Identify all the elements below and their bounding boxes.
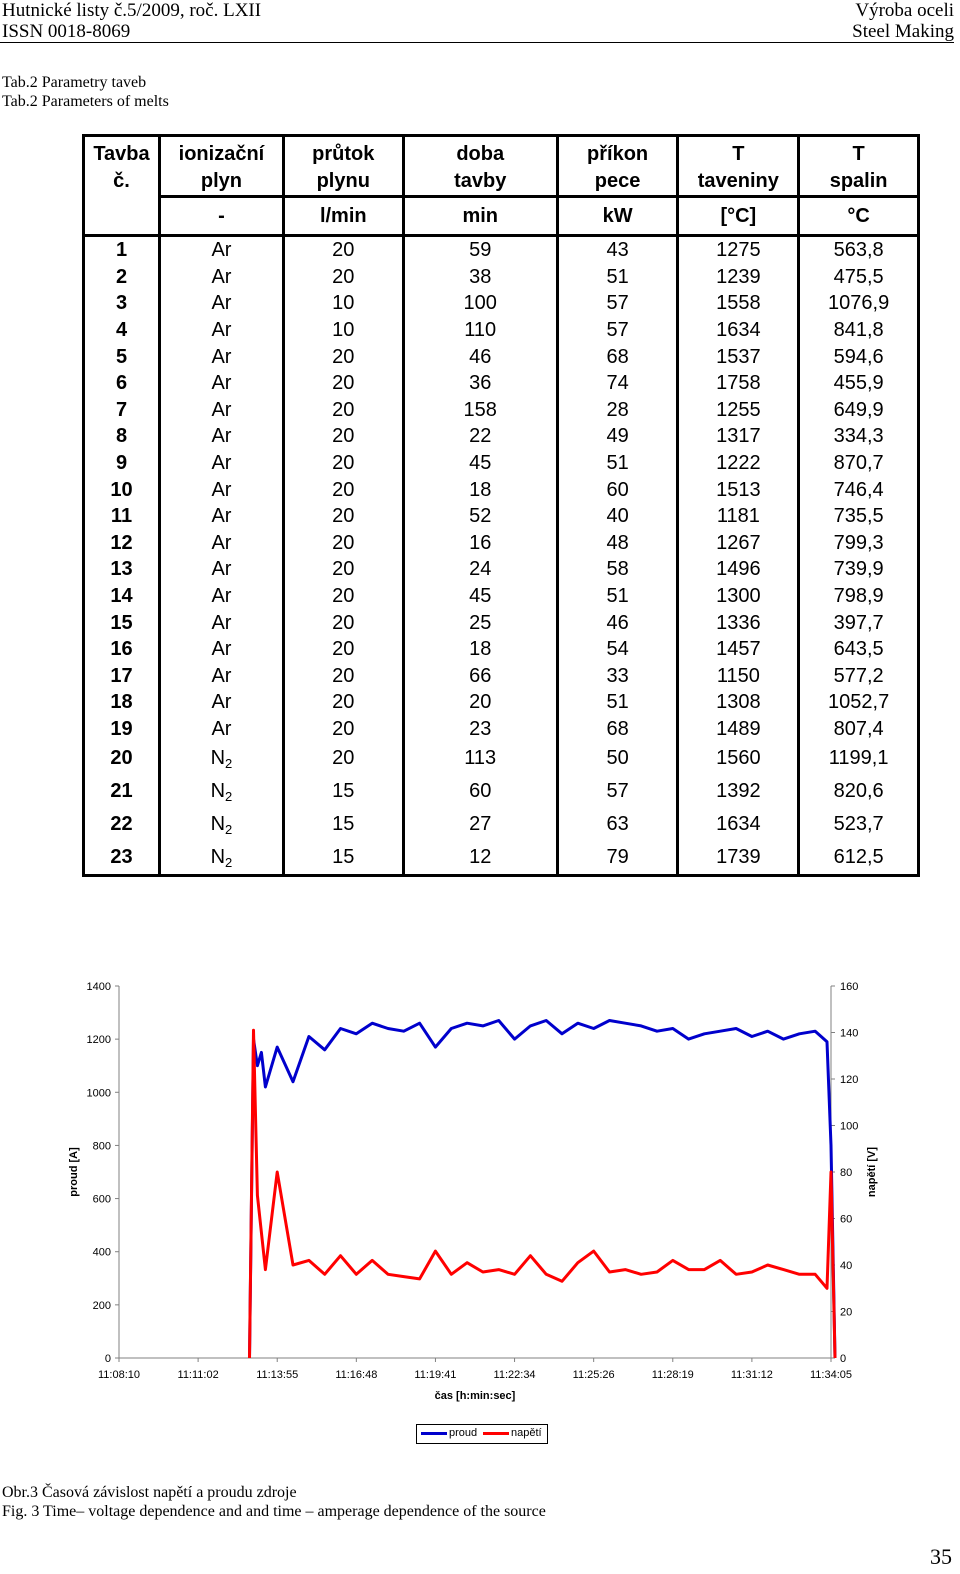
table-cell: 51 [557, 583, 678, 610]
table-cell: 612,5 [799, 841, 919, 876]
table-cell: 15 [283, 808, 403, 841]
table-cell: 68 [557, 716, 678, 743]
table-cell: 807,4 [799, 716, 919, 743]
table-cell: 20 [403, 689, 557, 716]
y-tick-label-right: 80 [840, 1167, 853, 1179]
table-cell: 1496 [678, 556, 799, 583]
table-cell: 563,8 [799, 236, 919, 264]
table-cell: 16 [84, 636, 160, 663]
table-cell: 1300 [678, 583, 799, 610]
table-row [84, 236, 919, 264]
table-cell: 10 [84, 476, 160, 503]
subscript: 2 [225, 855, 233, 871]
table-unit-cell: min [403, 197, 557, 236]
table-cell: 649,9 [799, 397, 919, 424]
y-tick-label-left: 1000 [86, 1087, 111, 1100]
figure-caption-en: Fig. 3 Time– voltage dependence and and time – amperage dependence of the source [2, 1503, 546, 1520]
table-cell: 6 [84, 370, 160, 397]
x-tick-label: 11:08:10 [97, 1369, 141, 1381]
table-row [84, 841, 919, 876]
table-cell: 52 [403, 503, 557, 530]
table-header-text: příkon [587, 143, 649, 165]
subscript: 2 [225, 822, 233, 838]
x-tick-label: 11:31:12 [730, 1369, 773, 1381]
table-cell: 113 [403, 742, 557, 775]
table-row [84, 636, 919, 663]
table-cell: 798,9 [799, 583, 919, 610]
table-cell: $N_2$ [160, 775, 284, 808]
header-right [852, 0, 954, 42]
table-cell: 66 [403, 663, 557, 690]
table-header-text: tavby [454, 170, 507, 192]
table-cell: 23 [84, 841, 160, 876]
table-unit-cell: °C [799, 197, 919, 236]
table-cell: 1222 [678, 450, 799, 477]
table-cell: Ar [160, 636, 284, 663]
table-cell: 17 [84, 663, 160, 690]
table-cell: 1336 [678, 609, 799, 636]
series-line-proud [250, 1021, 836, 1359]
table-cell: 24 [403, 556, 557, 583]
table-row [84, 663, 919, 690]
table-caption-en: Tab.2 Parameters of melts [2, 93, 169, 110]
table-header-text: doba [456, 143, 505, 165]
table-cell: 20 [283, 742, 403, 775]
y-tick-label-right: 160 [840, 981, 859, 993]
table-header-text: průtok [312, 143, 375, 165]
table-cell: 334,3 [799, 423, 919, 450]
table-cell: 20 [283, 503, 403, 530]
table-cell: 20 [84, 742, 160, 775]
table-cell: 20 [283, 370, 403, 397]
x-axis-label: čas [h:min:sec] [434, 1390, 516, 1402]
table-cell: 27 [403, 808, 557, 841]
y-tick-label-left: 1200 [86, 1034, 111, 1047]
table-row [84, 742, 919, 775]
table-cell: 1317 [678, 423, 799, 450]
table-row [84, 775, 919, 808]
table-cell: 1560 [678, 742, 799, 775]
table-cell: Ar [160, 716, 284, 743]
legend-swatch-proud [421, 1432, 447, 1435]
table-cell: 20 [283, 236, 403, 264]
table-row [84, 716, 919, 743]
table-cell: 63 [557, 808, 678, 841]
table-cell: 57 [557, 775, 678, 808]
y-tick-label-right: 100 [840, 1120, 859, 1133]
table-cell: 16 [403, 530, 557, 557]
table-cell: 45 [403, 450, 557, 477]
journal-name: Hutnické listy č.5/2009, roč. LXII [2, 0, 262, 21]
table-cell: Ar [160, 530, 284, 557]
legend-item-napeti [483, 1427, 542, 1439]
table-cell: 50 [557, 742, 678, 775]
table-cell: 397,7 [799, 609, 919, 636]
table-cell: 20 [283, 450, 403, 477]
table-cell: 14 [84, 583, 160, 610]
table-cell: 74 [557, 370, 678, 397]
table-cell: 48 [557, 530, 678, 557]
table-cell: 746,4 [799, 476, 919, 503]
x-tick-label: 11:25:26 [572, 1369, 615, 1381]
table-unit-cell: [°C] [678, 197, 799, 236]
table-cell: 594,6 [799, 343, 919, 370]
table-cell: 15 [283, 775, 403, 808]
x-tick-label: 11:13:55 [256, 1369, 299, 1381]
page-header [0, 0, 954, 43]
table-cell: 1052,7 [799, 689, 919, 716]
table-cell: 51 [557, 450, 678, 477]
table-cell: 20 [283, 583, 403, 610]
table-cell: 22 [84, 808, 160, 841]
legend-swatch-napeti [483, 1432, 509, 1435]
table-cell: 5 [84, 343, 160, 370]
y-tick-label-left: 200 [92, 1299, 111, 1312]
table-cell: 475,5 [799, 264, 919, 291]
table-cell: 1758 [678, 370, 799, 397]
table-cell: Ar [160, 370, 284, 397]
table-header-cell [799, 136, 919, 197]
table-unit-cell: l/min [283, 197, 403, 236]
table-cell: 1537 [678, 343, 799, 370]
table-cell: 21 [84, 775, 160, 808]
table-cell: 46 [557, 609, 678, 636]
table-cell: 36 [403, 370, 557, 397]
subscript: 2 [225, 756, 233, 772]
table-row [84, 609, 919, 636]
table-cell: 18 [403, 476, 557, 503]
table-cell: 1457 [678, 636, 799, 663]
legend-label-proud: proud [449, 1427, 478, 1439]
table-row [84, 423, 919, 450]
table-cell: $N_2$ [160, 742, 284, 775]
figure-caption-cz: Obr.3 Časová závislost napětí a proudu zdroje [2, 1484, 297, 1501]
table-header-cell [283, 136, 403, 197]
table-cell: Ar [160, 583, 284, 610]
legend-item-proud [421, 1427, 477, 1439]
table-cell: 60 [557, 476, 678, 503]
table-cell: 23 [403, 716, 557, 743]
table-cell: 100 [403, 290, 557, 317]
table-cell: 8 [84, 423, 160, 450]
table-cell: 60 [403, 775, 557, 808]
table-unit-cell: kW [557, 197, 678, 236]
table-header-text: Tavba [93, 143, 150, 165]
table-cell: 1 [84, 236, 160, 264]
table-cell: 799,3 [799, 530, 919, 557]
y-axis-label-left: proud [A] [68, 1147, 80, 1197]
table-cell: 1199,1 [799, 742, 919, 775]
table-header-cell [160, 136, 284, 197]
table-header-cell [557, 136, 678, 197]
table-row [84, 583, 919, 610]
y-axis-label-right: napětí [V] [866, 1146, 878, 1198]
table-cell: 2 [84, 264, 160, 291]
table-cell: 20 [283, 716, 403, 743]
table-cell: 12 [403, 841, 557, 876]
table-cell: 1255 [678, 397, 799, 424]
table-cell: 11 [84, 503, 160, 530]
table-cell: Ar [160, 609, 284, 636]
table-cell: 3 [84, 290, 160, 317]
x-tick-label: 11:16:48 [335, 1369, 378, 1381]
table-header-text: č. [113, 170, 130, 192]
table-row [84, 556, 919, 583]
table-cell: 57 [557, 317, 678, 344]
table-cell: 12 [84, 530, 160, 557]
y-tick-label-right: 120 [840, 1074, 859, 1086]
table-cell: 158 [403, 397, 557, 424]
table-cell: 1076,9 [799, 290, 919, 317]
y-tick-label-left: 0 [104, 1353, 111, 1365]
table-cell: 110 [403, 317, 557, 344]
table-header-row [84, 136, 919, 197]
y-tick-label-right: 20 [840, 1306, 853, 1319]
table-cell: Ar [160, 236, 284, 264]
table-row [84, 397, 919, 424]
table-cell: 4 [84, 317, 160, 344]
y-tick-label-left: 800 [92, 1140, 111, 1153]
table-cell: 1239 [678, 264, 799, 291]
y-tick-label-left: 400 [92, 1246, 111, 1259]
table-cell: 643,5 [799, 636, 919, 663]
table-cell: $N_2$ [160, 808, 284, 841]
table-header-text: plynu [316, 170, 370, 192]
table-cell: 18 [84, 689, 160, 716]
table-cell: 20 [283, 609, 403, 636]
table-cell: 20 [283, 397, 403, 424]
table-cell: 59 [403, 236, 557, 264]
chart-legend [416, 1424, 548, 1444]
table-cell: 20 [283, 530, 403, 557]
y-tick-label-right: 140 [840, 1027, 859, 1040]
table-cell: Ar [160, 290, 284, 317]
table-row [84, 476, 919, 503]
table-cell: 46 [403, 343, 557, 370]
table-row [84, 317, 919, 344]
table-cell: Ar [160, 689, 284, 716]
table-cell: Ar [160, 264, 284, 291]
table-cell: 20 [283, 636, 403, 663]
subscript: 2 [225, 789, 233, 805]
table-cell: 20 [283, 689, 403, 716]
table-cell: 38 [403, 264, 557, 291]
melts-table [82, 134, 920, 877]
table-cell: 18 [403, 636, 557, 663]
time-dependence-chart [0, 965, 960, 1415]
x-tick-label: 11:34:05 [809, 1369, 853, 1381]
figure-caption [2, 1483, 546, 1521]
table-row [84, 370, 919, 397]
x-tick-label: 11:22:34 [493, 1369, 536, 1381]
table-row [84, 530, 919, 557]
table-cell: 1513 [678, 476, 799, 503]
y-tick-label-right: 60 [840, 1213, 853, 1226]
y-tick-label-left: 1400 [86, 981, 111, 993]
y-tick-label-left: 600 [92, 1193, 111, 1206]
table-cell: 1489 [678, 716, 799, 743]
table-cell: 1739 [678, 841, 799, 876]
table-header-cell [84, 136, 160, 236]
table-cell: 15 [283, 841, 403, 876]
table-cell: 57 [557, 290, 678, 317]
table-cell: 20 [283, 343, 403, 370]
x-tick-label: 11:19:41 [414, 1369, 457, 1381]
table-cell: 870,7 [799, 450, 919, 477]
table-cell: 1634 [678, 808, 799, 841]
table-cell: Ar [160, 663, 284, 690]
y-tick-label-right: 40 [840, 1260, 853, 1272]
table-cell: 15 [84, 609, 160, 636]
table-header-text: ionizační [178, 143, 265, 165]
table-header-text: plyn [200, 170, 242, 192]
table-cell: 10 [283, 290, 403, 317]
table-cell: 739,9 [799, 556, 919, 583]
table-cell: 1634 [678, 317, 799, 344]
table-row [84, 290, 919, 317]
table-cell: 7 [84, 397, 160, 424]
table-cell: 1392 [678, 775, 799, 808]
table-caption [2, 73, 169, 111]
table-cell: 54 [557, 636, 678, 663]
table-cell: 68 [557, 343, 678, 370]
table-cell: 735,5 [799, 503, 919, 530]
table-cell: 25 [403, 609, 557, 636]
series-line-napeti [250, 1030, 836, 1358]
table-caption-cz: Tab.2 Parametry taveb [2, 74, 147, 91]
table-cell: 523,7 [799, 808, 919, 841]
table-cell: 13 [84, 556, 160, 583]
legend-label-napeti: napětí [511, 1427, 542, 1439]
table-cell: 841,8 [799, 317, 919, 344]
table-header-text: taveniny [697, 170, 779, 192]
table-cell: 40 [557, 503, 678, 530]
table-cell: 20 [283, 264, 403, 291]
issn: ISSN 0018-8069 [2, 21, 131, 42]
table-cell: Ar [160, 556, 284, 583]
table-cell: 1181 [678, 503, 799, 530]
table-cell: Ar [160, 503, 284, 530]
table-cell: 20 [283, 423, 403, 450]
table-cell: 22 [403, 423, 557, 450]
table-cell: 1150 [678, 663, 799, 690]
table-row [84, 689, 919, 716]
table-cell: 455,9 [799, 370, 919, 397]
table-cell: 577,2 [799, 663, 919, 690]
page-number: 35 [930, 1544, 952, 1569]
table-cell: 19 [84, 716, 160, 743]
table-cell: Ar [160, 317, 284, 344]
table-cell: 45 [403, 583, 557, 610]
table-unit-cell: - [160, 197, 284, 236]
table-cell: 49 [557, 423, 678, 450]
table-cell: 10 [283, 317, 403, 344]
x-tick-label: 11:11:02 [177, 1369, 219, 1381]
header-left [2, 0, 261, 42]
table-cell: 20 [283, 476, 403, 503]
table-units-row [84, 197, 919, 236]
table-header-cell [403, 136, 557, 197]
table-cell: 820,6 [799, 775, 919, 808]
table-cell: 51 [557, 264, 678, 291]
table-row [84, 264, 919, 291]
table-cell: 58 [557, 556, 678, 583]
table-cell: 1558 [678, 290, 799, 317]
table-cell: $N_2$ [160, 841, 284, 876]
table-cell: Ar [160, 476, 284, 503]
table-row [84, 343, 919, 370]
y-tick-label-right: 0 [840, 1353, 847, 1365]
table-cell: 28 [557, 397, 678, 424]
table-cell: 1267 [678, 530, 799, 557]
section-cz: Výroba oceli [855, 0, 954, 21]
table-header-text: spalin [829, 170, 888, 192]
table-cell: 1308 [678, 689, 799, 716]
table-cell: 33 [557, 663, 678, 690]
table-row [84, 808, 919, 841]
table-header-text: T [852, 143, 865, 165]
table-cell: Ar [160, 450, 284, 477]
table-cell: 20 [283, 556, 403, 583]
table-header-text: pece [594, 170, 641, 192]
table-header-text: T [732, 143, 745, 165]
table-row [84, 503, 919, 530]
section-en: Steel Making [852, 21, 954, 42]
table-cell: 1275 [678, 236, 799, 264]
table-cell: 9 [84, 450, 160, 477]
table-cell: Ar [160, 423, 284, 450]
table-cell: Ar [160, 397, 284, 424]
x-tick-label: 11:28:19 [651, 1369, 694, 1381]
table-row [84, 450, 919, 477]
table-cell: 51 [557, 689, 678, 716]
table-cell: Ar [160, 343, 284, 370]
table-header-cell [678, 136, 799, 197]
table-cell: 79 [557, 841, 678, 876]
table-cell: 43 [557, 236, 678, 264]
table-cell: 20 [283, 663, 403, 690]
